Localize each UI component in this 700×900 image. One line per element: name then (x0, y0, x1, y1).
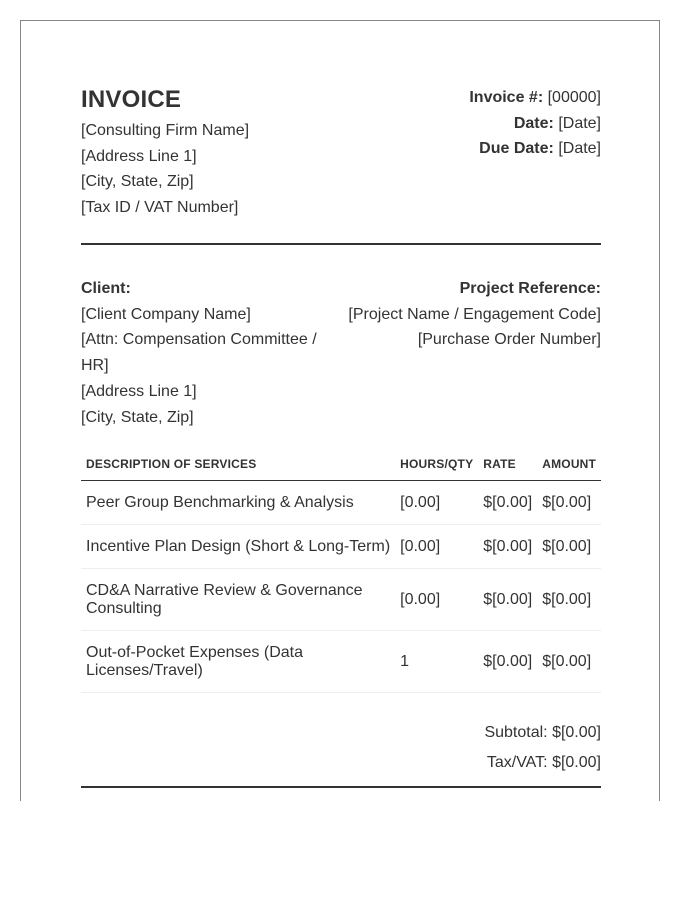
invoice-date-value: [Date] (558, 114, 601, 132)
totals-section (81, 718, 601, 778)
tax-value: $[0.00] (552, 754, 601, 771)
invoice-number-value: [00000] (547, 89, 601, 106)
table-row (81, 525, 601, 569)
subtotal-label: Subtotal: (484, 724, 548, 741)
row-rate: $[0.00] (478, 481, 537, 525)
row-hours: [0.00] (395, 525, 478, 569)
tax-vat (81, 748, 601, 778)
table-row (81, 631, 601, 693)
header-amount: AMOUNT (537, 447, 601, 481)
invoice-meta (469, 85, 601, 162)
parties-section (81, 245, 601, 435)
row-description: Out-of-Pocket Expenses (Data Licenses/Travel) (81, 631, 395, 693)
table-row (81, 481, 601, 525)
row-hours: [0.00] (395, 481, 478, 525)
client-address-line-1: [Address Line 1] (81, 382, 197, 400)
firm-address-line-1: [Address Line 1] (81, 147, 197, 165)
client-label: Client: (81, 280, 131, 297)
header-description: DESCRIPTION OF SERVICES (81, 447, 395, 481)
client-company: [Client Company Name] (81, 305, 251, 323)
row-amount: $[0.00] (537, 481, 601, 525)
project-reference (348, 276, 601, 435)
invoice-due-date-value: [Date] (558, 140, 601, 158)
invoice-header (81, 85, 601, 243)
client-attn: [Attn: Compensation Committee / HR] (81, 331, 317, 375)
invoice-page (20, 20, 660, 801)
header-hours: HOURS/QTY (395, 447, 478, 481)
row-hours: 1 (395, 631, 478, 693)
firm-tax-id: [Tax ID / VAT Number] (81, 199, 239, 217)
invoice-number (469, 85, 601, 111)
row-amount: $[0.00] (537, 569, 601, 631)
row-rate: $[0.00] (478, 569, 537, 631)
firm-city-state-zip: [City, State, Zip] (81, 173, 194, 191)
totals-divider (81, 786, 601, 788)
subtotal (81, 718, 601, 748)
firm-details (81, 85, 381, 221)
subtotal-value: $[0.00] (552, 724, 601, 741)
row-description: Incentive Plan Design (Short & Long-Term) (81, 525, 395, 569)
row-rate: $[0.00] (478, 631, 537, 693)
firm-name: [Consulting Firm Name] (81, 122, 250, 139)
row-amount: $[0.00] (537, 631, 601, 693)
project-label: Project Reference: (459, 280, 601, 297)
client-city-state-zip: [City, State, Zip] (81, 408, 194, 426)
row-hours: [0.00] (395, 569, 478, 631)
row-description: Peer Group Benchmarking & Analysis (81, 481, 395, 525)
purchase-order-number: [Purchase Order Number] (417, 331, 601, 349)
invoice-date-label: Date: (513, 114, 554, 132)
client-details (81, 276, 331, 435)
invoice-due-date (469, 136, 601, 162)
invoice-title: INVOICE (81, 86, 182, 113)
tax-label: Tax/VAT: (486, 754, 548, 771)
invoice-due-date-label: Due Date: (479, 140, 554, 158)
header-rate: RATE (478, 447, 537, 481)
table-header-row (81, 447, 601, 481)
invoice-content (81, 85, 601, 788)
row-rate: $[0.00] (478, 525, 537, 569)
services-table (81, 447, 601, 693)
invoice-number-label: Invoice #: (469, 89, 544, 106)
invoice-date (469, 111, 601, 137)
row-amount: $[0.00] (537, 525, 601, 569)
row-description: CD&A Narrative Review & Governance Consulting (81, 569, 395, 631)
project-name: [Project Name / Engagement Code] (348, 305, 601, 323)
table-row (81, 569, 601, 631)
